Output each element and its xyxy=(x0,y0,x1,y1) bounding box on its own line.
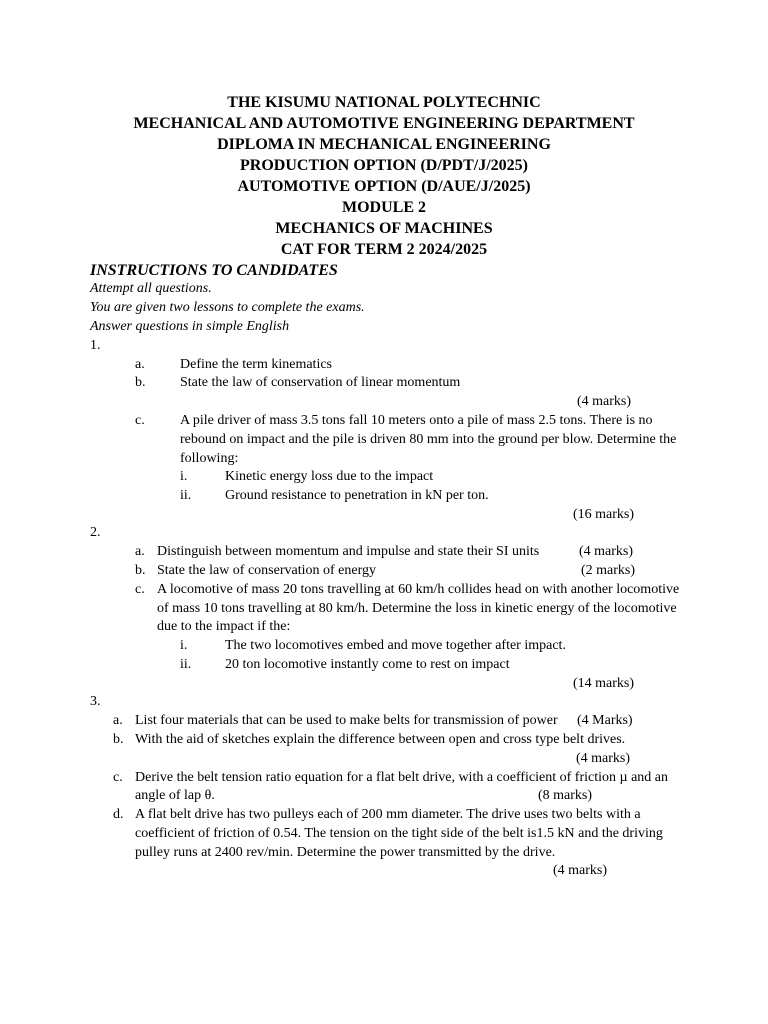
module-title: MODULE 2 xyxy=(342,199,426,216)
q1-ab-marks: (4 marks) xyxy=(577,394,632,409)
q3-a-text: List four materials that can be used to make belts for transmission of power xyxy=(135,713,558,728)
q1-c-text: rebound on impact and the pile is driven 80 mm into the ground per blow. Determine the xyxy=(180,432,677,447)
course-title: DIPLOMA IN MECHANICAL ENGINEERING xyxy=(217,136,551,153)
q1-c-label: c. xyxy=(135,413,145,428)
automotive-option: AUTOMOTIVE OPTION (D/AUE/J/2025) xyxy=(237,178,531,195)
q3-a-label: a. xyxy=(113,713,123,728)
q2-c-text: due to the impact if the: xyxy=(157,619,291,634)
q3-c-marks: (8 marks) xyxy=(538,788,593,803)
q1-c-text: following: xyxy=(180,451,239,466)
q1-b-label: b. xyxy=(135,375,146,390)
q2-c-label: c. xyxy=(135,582,145,597)
q1-c-i-label: i. xyxy=(180,469,188,484)
q3-b-label: b. xyxy=(113,732,124,747)
question-3-number: 3. xyxy=(90,694,101,709)
q2-a-text: Distinguish between momentum and impulse and state their SI units xyxy=(157,544,540,559)
instruction-line: You are given two lessons to complete the exams. xyxy=(90,300,365,315)
q2-a-label: a. xyxy=(135,544,145,559)
q2-a-marks: (4 marks) xyxy=(579,544,634,559)
question-1-number: 1. xyxy=(90,338,101,353)
q3-c-text: angle of lap θ. xyxy=(135,788,215,803)
q3-d-label: d. xyxy=(113,807,124,822)
q1-a-label: a. xyxy=(135,357,145,372)
q2-b-marks: (2 marks) xyxy=(581,563,636,578)
q2-c-marks: (14 marks) xyxy=(573,676,635,691)
q1-c-ii-text: Ground resistance to penetration in kN per ton. xyxy=(225,488,489,503)
q3-b-marks: (4 marks) xyxy=(576,751,631,766)
institution-title: THE KISUMU NATIONAL POLYTECHNIC xyxy=(227,94,541,111)
q1-b-text: State the law of conservation of linear momentum xyxy=(180,375,461,390)
q2-c-ii-label: ii. xyxy=(180,657,192,672)
q3-a-marks: (4 Marks) xyxy=(577,713,633,728)
q3-b-text: With the aid of sketches explain the difference between open and cross type belt drives. xyxy=(135,732,626,747)
q2-c-ii-text: 20 ton locomotive instantly come to rest on impact xyxy=(225,657,510,672)
instruction-line: Answer questions in simple English xyxy=(90,319,290,334)
subject-title: MECHANICS OF MACHINES xyxy=(275,220,493,237)
q1-c-ii-label: ii. xyxy=(180,488,192,503)
q1-c-marks: (16 marks) xyxy=(573,507,635,522)
q3-d-marks: (4 marks) xyxy=(553,863,608,878)
q2-c-i-text: The two locomotives embed and move together after impact. xyxy=(225,638,566,653)
q1-c-i-text: Kinetic energy loss due to the impact xyxy=(225,469,434,484)
q3-d-text: coefficient of friction of 0.54. The tension on the tight side of the belt is1.5 kN and the driving xyxy=(135,826,663,841)
q3-c-label: c. xyxy=(113,770,123,785)
q3-d-text: A flat belt drive has two pulleys each of 200 mm diameter. The drive uses two belts with a xyxy=(135,807,641,822)
q1-a-text: Define the term kinematics xyxy=(180,357,332,372)
instructions-heading: INSTRUCTIONS TO CANDIDATES xyxy=(90,262,338,279)
department-title: MECHANICAL AND AUTOMOTIVE ENGINEERING DEPARTMENT xyxy=(133,115,635,132)
q2-c-i-label: i. xyxy=(180,638,188,653)
q2-b-label: b. xyxy=(135,563,146,578)
production-option: PRODUCTION OPTION (D/PDT/J/2025) xyxy=(240,157,528,174)
instruction-line: Attempt all questions. xyxy=(90,281,212,296)
q3-c-text: Derive the belt tension ratio equation for a flat belt drive, with a coefficient of friction µ and an xyxy=(135,770,669,785)
q1-c-text: A pile driver of mass 3.5 tons fall 10 meters onto a pile of mass 2.5 tons. There is no xyxy=(180,413,653,428)
q2-b-text: State the law of conservation of energy xyxy=(157,563,377,578)
question-2-number: 2. xyxy=(90,525,101,540)
q2-c-text: A locomotive of mass 20 tons travelling at 60 km/h collides head on with another locomotive xyxy=(157,582,680,597)
exam-title: CAT FOR TERM 2 2024/2025 xyxy=(280,241,488,258)
q3-d-text: pulley runs at 2400 rev/min. Determine the power transmitted by the drive. xyxy=(135,845,556,860)
q2-c-text: of mass 10 tons travelling at 80 km/h. Determine the loss in kinetic energy of the locomotive xyxy=(157,601,677,616)
